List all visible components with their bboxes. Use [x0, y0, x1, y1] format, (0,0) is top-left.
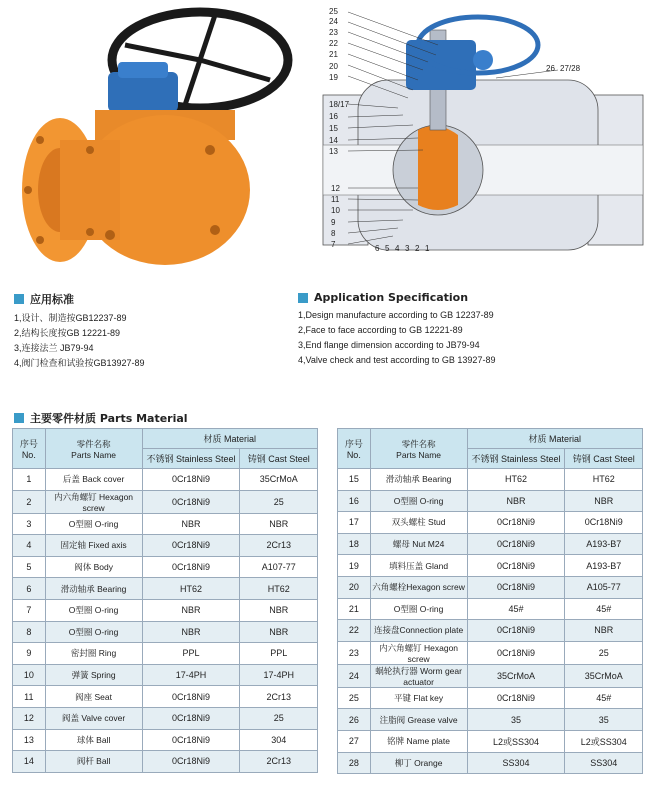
callout-number: 20 — [329, 62, 338, 71]
part-name: 蜗轮执行器 Worm gear actuator — [370, 664, 467, 687]
stainless-material: 0Cr18Ni9 — [467, 512, 565, 534]
table-row — [13, 469, 318, 491]
cast-material: NBR — [240, 599, 318, 621]
part-no: 2 — [13, 490, 46, 513]
callout-number: 10 — [331, 206, 340, 215]
callout-number: 4 — [395, 244, 400, 253]
part-no: 3 — [13, 513, 46, 535]
part-name: 六角螺栓Hexagon screw — [370, 576, 467, 598]
callout-number: 8 — [331, 229, 336, 238]
cast-material: PPL — [240, 643, 318, 665]
cast-material: A193-B7 — [565, 555, 643, 577]
part-no: 17 — [338, 512, 371, 534]
cast-material: 45# — [565, 687, 643, 709]
table-row — [338, 469, 643, 491]
table-row — [13, 513, 318, 535]
table-row — [338, 512, 643, 534]
cast-material: 35 — [565, 709, 643, 731]
part-name: 内六角螺钉 Hexagon screw — [370, 641, 467, 664]
stainless-material: 0Cr18Ni9 — [142, 729, 240, 751]
callout-number: 11 — [331, 195, 340, 204]
table-row — [13, 664, 318, 686]
part-name: 滑动轴承 Bearing — [370, 469, 467, 491]
cast-material: 35CrMoA — [565, 664, 643, 687]
spec-item: 3,连接法兰 JB79-94 — [14, 343, 94, 353]
callout-number: 2 — [415, 244, 420, 253]
callout-number: 25 — [329, 7, 338, 16]
part-name: 后盖 Back cover — [45, 469, 142, 491]
part-name: 阀盖 Valve cover — [45, 707, 142, 729]
callout-number: 9 — [331, 218, 336, 227]
app-std-en-title: Application Specification — [314, 291, 469, 304]
stainless-material: 0Cr18Ni9 — [467, 555, 565, 577]
part-no: 6 — [13, 578, 46, 600]
part-no: 9 — [13, 643, 46, 665]
cast-material: A107-77 — [240, 556, 318, 578]
callout-number: 26 — [546, 64, 555, 73]
callout-number: 6 — [375, 244, 380, 253]
part-name: 球体 Ball — [45, 729, 142, 751]
cast-material: 2Cr13 — [240, 535, 318, 557]
part-name: 阀杆 Ball — [45, 751, 142, 773]
table-row — [338, 641, 643, 664]
stainless-material: 45# — [467, 598, 565, 620]
table-row — [13, 599, 318, 621]
app-std-en — [298, 291, 495, 368]
cast-material: NBR — [240, 621, 318, 643]
header-name: 零件名称 Parts Name — [45, 429, 142, 469]
parts-table-left — [12, 428, 318, 773]
table-row — [13, 686, 318, 708]
part-name: O型圈 O-ring — [45, 599, 142, 621]
cast-material: 45# — [565, 598, 643, 620]
cast-material: NBR — [565, 620, 643, 642]
stainless-material: 0Cr18Ni9 — [142, 469, 240, 491]
part-name: 阀座 Seat — [45, 686, 142, 708]
header-no: 序号 No. — [13, 429, 46, 469]
callout-number: 3 — [405, 244, 410, 253]
callout-number: 18/17 — [329, 100, 350, 109]
stainless-material: 0Cr18Ni9 — [142, 686, 240, 708]
stainless-material: NBR — [142, 599, 240, 621]
callout-number: 1 — [425, 244, 430, 253]
part-name: O型圈 O-ring — [370, 490, 467, 512]
stainless-material: 0Cr18Ni9 — [142, 556, 240, 578]
part-no: 26 — [338, 709, 371, 731]
part-no: 1 — [13, 469, 46, 491]
table-row — [338, 620, 643, 642]
table-row — [338, 730, 643, 752]
table-row — [13, 621, 318, 643]
callout-number: 23 — [329, 28, 338, 37]
callout-number: 24 — [329, 17, 338, 26]
spec-item: 4,阀门检查和试验按GB13927-89 — [14, 358, 145, 368]
table-row — [13, 490, 318, 513]
table-row — [338, 752, 643, 774]
stainless-material: HT62 — [142, 578, 240, 600]
stainless-material: 35 — [467, 709, 565, 731]
header-material: 材质 Material — [142, 429, 317, 449]
table-row — [13, 643, 318, 665]
part-name: 连接盘Connection plate — [370, 620, 467, 642]
part-name: 填料压盖 Gland — [370, 555, 467, 577]
table-row — [13, 556, 318, 578]
part-no: 20 — [338, 576, 371, 598]
cast-material: NBR — [240, 513, 318, 535]
part-no: 27 — [338, 730, 371, 752]
stainless-material: NBR — [142, 513, 240, 535]
header-stainless: 不锈钢 Stainless Steel — [142, 449, 240, 469]
part-name: 注脂阀 Grease valve — [370, 709, 467, 731]
cast-material: 2Cr13 — [240, 751, 318, 773]
header-stainless: 不锈钢 Stainless Steel — [467, 449, 565, 469]
cast-material: 25 — [240, 707, 318, 729]
stainless-material: 17-4PH — [142, 664, 240, 686]
cast-material: 25 — [240, 490, 318, 513]
section-marker-icon — [14, 413, 24, 423]
cast-material: 35CrMoA — [240, 469, 318, 491]
part-no: 24 — [338, 664, 371, 687]
part-no: 21 — [338, 598, 371, 620]
section-marker-icon — [14, 294, 24, 304]
part-name: O型圈 O-ring — [45, 513, 142, 535]
parts-title-text: 主要零件材质 Parts Material — [30, 412, 188, 425]
cast-material: 25 — [565, 641, 643, 664]
stainless-material: HT62 — [467, 469, 565, 491]
part-name: 阀体 Body — [45, 556, 142, 578]
stainless-material: NBR — [142, 621, 240, 643]
part-no: 11 — [13, 686, 46, 708]
part-name: 螺母 Nut M24 — [370, 533, 467, 555]
spec-item: 4,Valve check and test according to GB 13927-89 — [298, 355, 496, 365]
stainless-material: 0Cr18Ni9 — [142, 535, 240, 557]
section-marker-icon — [298, 293, 308, 303]
table-row — [338, 533, 643, 555]
callout-number: 27/28 — [560, 64, 581, 73]
part-no: 4 — [13, 535, 46, 557]
callout-number: 12 — [331, 184, 340, 193]
part-no: 22 — [338, 620, 371, 642]
table-row — [338, 709, 643, 731]
cast-material: A193-B7 — [565, 533, 643, 555]
stainless-material: 0Cr18Ni9 — [142, 490, 240, 513]
callout-number: 15 — [329, 124, 338, 133]
stainless-material: 0Cr18Ni9 — [467, 687, 565, 709]
cast-material: 17-4PH — [240, 664, 318, 686]
callout-number: 21 — [329, 50, 338, 59]
cast-material: HT62 — [565, 469, 643, 491]
callout-number: 22 — [329, 39, 338, 48]
header-name: 零件名称 Parts Name — [370, 429, 467, 469]
app-std-cn-title: 应用标准 — [30, 293, 74, 306]
spec-item: 2,Face to face according to GB 12221-89 — [298, 325, 463, 335]
spec-item: 2,结构长度按GB 12221-89 — [14, 328, 121, 338]
table-row — [13, 578, 318, 600]
spec-item: 3,End flange dimension according to JB79-94 — [298, 340, 480, 350]
table-row — [338, 664, 643, 687]
part-no: 25 — [338, 687, 371, 709]
callout-number: 14 — [329, 136, 338, 145]
table-row — [13, 751, 318, 773]
cast-material: 304 — [240, 729, 318, 751]
cast-material: 2Cr13 — [240, 686, 318, 708]
callout-number: 7 — [331, 240, 336, 249]
valve-photo — [0, 0, 300, 270]
part-name: 弹簧 Spring — [45, 664, 142, 686]
cast-material: HT62 — [240, 578, 318, 600]
table-row — [338, 598, 643, 620]
table-row — [338, 687, 643, 709]
part-no: 7 — [13, 599, 46, 621]
part-name: 铭牌 Name plate — [370, 730, 467, 752]
part-name: 平键 Flat key — [370, 687, 467, 709]
table-row — [338, 576, 643, 598]
table-row — [13, 535, 318, 557]
header-no: 序号 No. — [338, 429, 371, 469]
header-cast: 铸钢 Cast Steel — [565, 449, 643, 469]
stainless-material: 35CrMoA — [467, 664, 565, 687]
table-row — [338, 555, 643, 577]
stainless-material: NBR — [467, 490, 565, 512]
part-no: 8 — [13, 621, 46, 643]
part-name: 密封圈 Ring — [45, 643, 142, 665]
stainless-material: 0Cr18Ni9 — [467, 620, 565, 642]
table-row — [13, 729, 318, 751]
stainless-material: 0Cr18Ni9 — [467, 641, 565, 664]
stainless-material: SS304 — [467, 752, 565, 774]
callout-number: 13 — [329, 147, 338, 156]
part-no: 5 — [13, 556, 46, 578]
header-cast: 铸钢 Cast Steel — [240, 449, 318, 469]
spec-item: 1,设计、制造按GB12237-89 — [14, 313, 127, 323]
part-no: 23 — [338, 641, 371, 664]
part-no: 18 — [338, 533, 371, 555]
app-std-cn — [14, 291, 145, 371]
spec-item: 1,Design manufacture according to GB 12237-89 — [298, 310, 494, 320]
part-no: 14 — [13, 751, 46, 773]
stainless-material: 0Cr18Ni9 — [142, 707, 240, 729]
table-row — [338, 490, 643, 512]
part-name: 柳丁 Orange — [370, 752, 467, 774]
parts-table-right — [337, 428, 643, 774]
parts-title — [14, 410, 188, 426]
stainless-material: 0Cr18Ni9 — [467, 576, 565, 598]
part-no: 28 — [338, 752, 371, 774]
part-no: 13 — [13, 729, 46, 751]
header-material: 材质 Material — [467, 429, 642, 449]
stainless-material: PPL — [142, 643, 240, 665]
callout-number: 16 — [329, 112, 338, 121]
callout-number: 19 — [329, 73, 338, 82]
stainless-material: L2或SS304 — [467, 730, 565, 752]
cast-material: NBR — [565, 490, 643, 512]
table-row — [13, 707, 318, 729]
part-no: 16 — [338, 490, 371, 512]
stainless-material: 0Cr18Ni9 — [142, 751, 240, 773]
part-name: 内六角螺钉 Hexagon screw — [45, 490, 142, 513]
cast-material: L2或SS304 — [565, 730, 643, 752]
part-name: O型圈 O-ring — [370, 598, 467, 620]
cast-material: A105-77 — [565, 576, 643, 598]
part-name: 滑动轴承 Bearing — [45, 578, 142, 600]
part-no: 12 — [13, 707, 46, 729]
part-name: 双头螺柱 Stud — [370, 512, 467, 534]
cast-material: 0Cr18Ni9 — [565, 512, 643, 534]
stainless-material: 0Cr18Ni9 — [467, 533, 565, 555]
part-no: 19 — [338, 555, 371, 577]
valve-section-drawing — [318, 0, 650, 268]
part-no: 10 — [13, 664, 46, 686]
part-name: 固定轴 Fixed axis — [45, 535, 142, 557]
callout-number: 5 — [385, 244, 390, 253]
part-name: O型圈 O-ring — [45, 621, 142, 643]
part-no: 15 — [338, 469, 371, 491]
cast-material: SS304 — [565, 752, 643, 774]
